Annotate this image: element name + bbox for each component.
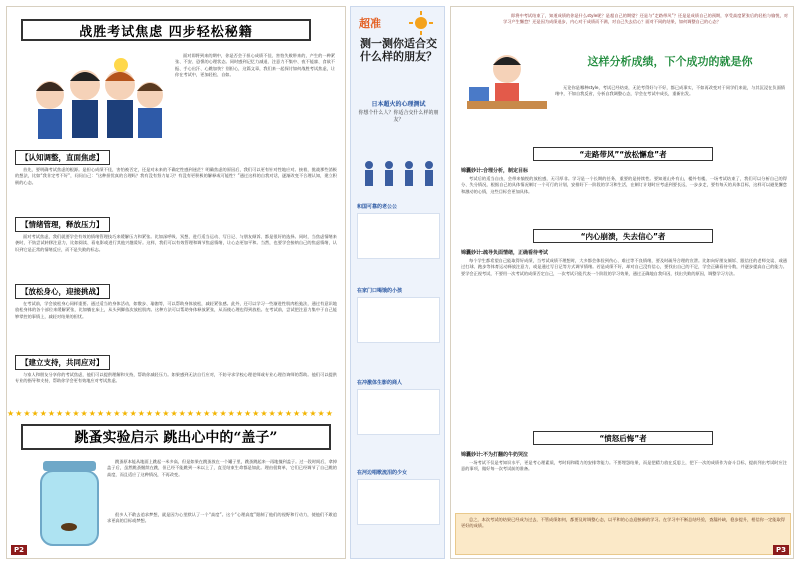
page-p2 (6, 6, 346, 559)
page-number: P3 (773, 545, 789, 555)
section-heading: 【情绪管理，释放压力】 (15, 217, 110, 232)
flea-subtitle: 跳蚤实验启示 跳出心中的“盖子” (21, 424, 331, 450)
star-divider: ★★★★★★★★★★★★★★★★★★★★★★★★★★★★★★★★★★★★★★★★ (7, 409, 334, 418)
quiz-option-label: 在河边唱歌流泪的少女 (357, 470, 408, 476)
quiz-question: 你想个什么人？你适合交什么样的朋友？ (358, 110, 439, 123)
section-text: 面对考试焦虑，我们就要学会有效的情绪管理技巧来缓解压力和紧张。比如深呼吸、冥想、进行适当运动、写日记、与朋友倾诉、都是很好的选择。同时，当焦虑情绪来袭时，不妨尝试转移注意力，比如阅读、看电影或进行其他兴趣爱好。这样，我们可以有效管理和调节焦虑情绪，让心态更加平和。当然，也要学会接纳自己的焦虑情绪，认识到它是正常的情绪反应，而不是失败的标志。 (15, 234, 337, 252)
quiz-caption: 日本超火的心理测试 (371, 101, 426, 108)
jar-illustration (37, 459, 102, 549)
student-desk-illustration (459, 31, 551, 131)
tip-text: 考试后的适当自由，会带来愉悦的放松感，无可厚非。学习是一个长期的任务，重要的是持续性。要知道山外有山，楼外有楼，一场考试结束了，我们可以分析自己的得分、失分情况，根据自己的具体情况制订一个可行的计划，安排好下一阶段的学习和生活，在制订计划时应考虑到要长远，一步步走，要有每天的具体目标，这样可以避免懈怠和激动的心情，这些目标会更加具体。 (461, 176, 787, 194)
p3-intro: 无论你是哪种style，考试已经结束，无论考得好与不好，都已成事实，不如再改变对于同学们来说，与其沉浸在负面情绪中，不如自我反省，分析自我调整心态，学会在考试中成长，重新出发。 (555, 85, 785, 97)
intro-paragraph: 面对即将到来的期中，你是否会于担心成绩不佳、害怕失败带来的，产生的一种紧张、不安、恐惧的心理状态。同时感到记忆力减退、注意力不集中、夜不能寐、食欲不振、手心出汗、心跳加快？别担心，这篇文章，我们来一起探讨如何战胜考试焦虑，让你在考试中，更加轻松、自如。 (175, 53, 335, 77)
quiz-title: 测一测你适合交什么样的朋友？ (360, 37, 437, 63)
section-text: 与家人和朋友分享你的考试焦虑，他们可以提供理解和支持，帮助你减轻压力。如果感到无法自行应对，不妨寻求学校心理老师或专业心理咨询师的帮助。他们可以提供专业的指导和支持，帮助你学会更有效地应对考试焦虑。 (15, 372, 337, 384)
sun-icon (409, 11, 433, 35)
quiz-option-image (357, 213, 440, 259)
tip-subheading: 锦囊妙计:合理分析，制定目标 (461, 168, 529, 174)
quiz-badge: 超准 (359, 17, 381, 30)
quiz-option-image (357, 297, 440, 343)
people-illustration (359, 157, 438, 189)
section-text: 在考试前，学会放松身心同样重要。通过适当的身体活动，如散步、瑜伽等，可以帮助身体放松，减轻紧张感。此外，还可以学习一些渐进性肌肉松弛法，通过有意识地放松身体的各个部位来缓解紧张，比如躺在床上，从头到脚依次放松肌肉。这种方法可以帮助身体释放紧张，从而使心理也得到放松。在考试前，尝试把注意力集中于自己能够掌控的事情上，减轻对结果的担忧。 (15, 301, 337, 319)
quiz-panel (350, 6, 445, 559)
flea-paragraph: 跳蚤原本能从地面上跳起一米多高，但是如果在跳蚤放在一个罐子里，跳蚤跳起来一再地撞到盖子。过一段时间后，拿掉盖子后，虽然跳蚤继续在跳，但已经不能跳到一米以上了，直至结束生命都是如此。理由很简单，它们已经调节了自己跳的高度，而且适应了这种情况，不再改变。 (107, 459, 337, 477)
quiz-option-image (357, 389, 440, 435)
flea-paragraph-2: 很多人不敢去追求梦想，就是因为心里默认了一个“高度”。这个“心理高度”限制了他们的视野和行动力，使他们不敢追求更高的目标或梦想。 (107, 512, 337, 524)
tip-subheading: 锦囊妙计:不为打翻的牛奶哭泣 (461, 452, 529, 458)
page-title: 战胜考试焦虑 四步轻松秘籍 (21, 19, 311, 41)
summary-text: 总之，本次考试的结果已经成为过去，不管成绩如何，都要及时调整心态，以平和的心态迎接新的学习。在学习中不断总结经验，查漏补缺，稳步提升，相信你一定能取得更好的成绩。 (461, 517, 785, 529)
p3-banner: 这样分析成绩，下个成功的就是你 (587, 55, 753, 68)
students-illustration (25, 55, 170, 143)
type-heading-3: “愤怒后悔”者 (533, 431, 713, 445)
summary-box (455, 513, 791, 555)
p3-intro-top: 即将中考试结束了，知道成绩的你是什么style呢？是超自己的期望？还是与“走路带风”？还是是成绩自己的预期，享受高度紧张后的轻松与愉悦，对学习产生懈怠？还是因为成绩退步，内心对于成绩而不满，对自己失去信心？面对不同的结果，如何调整自己的心态？ (503, 13, 788, 25)
type-heading-1: “走路带风”“放松懈怠”者 (533, 147, 713, 161)
section-heading: 【建立支持，共同应对】 (15, 355, 110, 370)
section-heading: 【放松身心，迎接挑战】 (15, 284, 110, 299)
quiz-option-label: 和国可靠的老公公 (357, 204, 398, 210)
quiz-option-label: 在冲激体生影的商人 (357, 380, 403, 386)
page-p3 (450, 6, 794, 559)
tip-subheading: 锦囊妙计:疏导负面情绪，正确看待考试 (461, 250, 549, 256)
section-text: 首先，要明确考试焦虑的根源。是担心成绩不佳，害怕被否定，还是对未来的不确定性感到迷茫？明确焦虑的原因后，我们可以更有针对性地应对。接着，挑战那些消极的想法，比如“我肯定考不好”，问问自己：“这种担忧真的合理吗？我有没有努力复习？有没有更积极的解释或可能性？”通过这样的自我对话，逐渐改变不合理认知，建立积极的心态。 (15, 167, 337, 185)
section-heading: 【认知调整，直面焦虑】 (15, 150, 110, 165)
quiz-option-image (357, 479, 440, 525)
quiz-option-label: 在家门口喝饿的小孩 (357, 288, 403, 294)
tip-text: 一场考试不仅是考知识水平，更是考心理素质，考时间和精力的安排等能力。不要埋怨结果，而是把精力放在反思上，把下一次的成绩作为奋斗目标，提前列出考试时应注意的事项，做好每一次考试前的准备。 (461, 460, 787, 472)
tip-text: 每个学生都希望自己能取得好成绩，当考试成绩不理想时，大多都会体验到伤心、难过等不良情绪，要及时疏导合理的宣泄。比如向好朋友倾诉、跟信任的老师交谈、或通过打球、跑步等体育运动释放注意力，或是通过写日记等方式调节情绪。若是成绩不好，却对自己没有信心，要找出自己的不足，学会正确看待分数，并逐步提高自己的能力。要学会正视考试，不要用一次考试的成绩否定自己，一次考试只能代表一个阶段的学习效果，通过正确地自我归因，找出失败的原因，调整学习方法。 (461, 258, 787, 276)
type-heading-2: “内心崩溃，失去信心”者 (533, 229, 713, 243)
page-number: P2 (11, 545, 27, 555)
